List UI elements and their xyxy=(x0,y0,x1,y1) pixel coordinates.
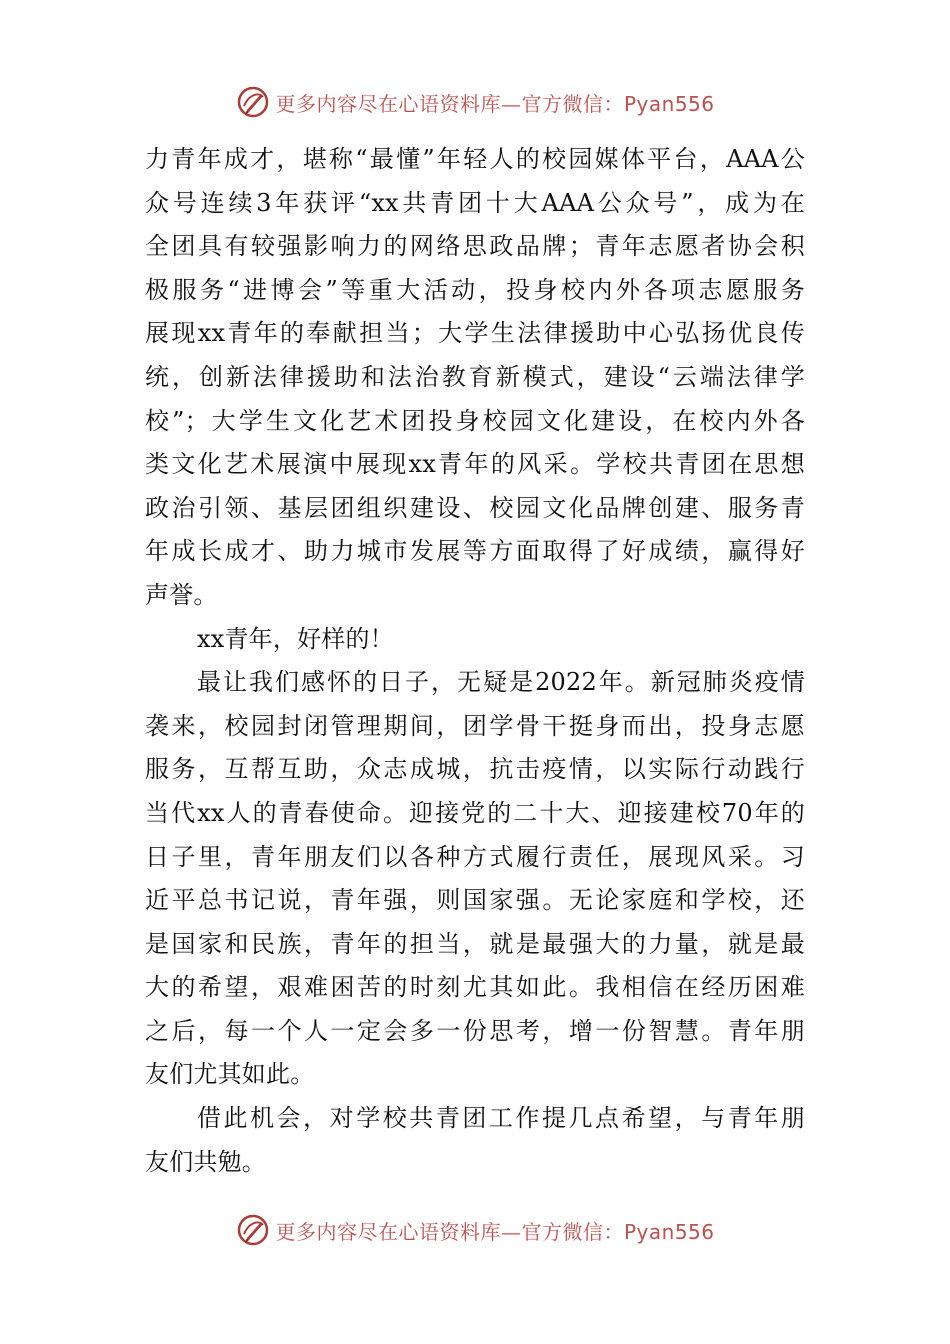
text-line: 大的希望，艰难困苦的时刻尤其如此。我相信在经历困难 xyxy=(145,973,805,1002)
text-line: 服务，互帮互助，众志成城，抗击疫情，以实际行动践行 xyxy=(145,755,805,784)
header-watermark-banner xyxy=(0,82,950,122)
paragraph xyxy=(145,138,805,618)
text-line: 年成长成才、助力城市发展等方面取得了好成绩，赢得好 xyxy=(145,537,805,566)
text-line: 最让我们感怀的日子，无疑是2022年。新冠肺炎疫情 xyxy=(197,668,805,697)
text-line: 近平总书记说，青年强，则国家强。无论家庭和学校，还 xyxy=(145,886,805,915)
pen-swirl-logo-icon xyxy=(235,1212,271,1248)
paragraph xyxy=(145,1097,805,1184)
text-line: 借此机会，对学校共青团工作提几点希望，与青年朋 xyxy=(197,1104,805,1133)
text-line: xx青年，好样的！ xyxy=(197,624,394,653)
text-line: 友们尤其如此。 xyxy=(145,1060,315,1089)
text-line: 声誉。 xyxy=(145,580,218,609)
text-line: 友们共勉。 xyxy=(145,1147,266,1176)
text-line: 是国家和民族，青年的担当，就是最强大的力量，就是最 xyxy=(145,929,805,958)
text-line: 之后，每一个人一定会多一份思考，增一份智慧。青年朋 xyxy=(145,1016,805,1045)
paragraph xyxy=(145,661,805,1097)
text-line: 类文化艺术展演中展现xx青年的风采。学校共青团在思想 xyxy=(145,450,805,479)
text-line: 力青年成才，堪称“最懂”年轻人的校园媒体平台，AAA公 xyxy=(145,145,805,173)
watermark-text: 更多内容尽在心语资料库—官方微信：Pyan556 xyxy=(275,91,715,116)
text-line: 政治引领、基层团组织建设、校园文化品牌创建、服务青 xyxy=(145,493,805,522)
text-line: 展现xx青年的奉献担当；大学生法律援助中心弘扬优良传 xyxy=(145,319,805,348)
text-line: 极服务“进博会”等重大活动，投身校内外各项志愿服务 xyxy=(145,275,805,304)
pen-swirl-logo-icon xyxy=(235,84,271,120)
text-line: 校”；大学生文化艺术团投身校园文化建设，在校内外各 xyxy=(145,406,805,435)
text-line: 当代xx人的青春使命。迎接党的二十大、迎接建校70年的 xyxy=(145,798,805,827)
document-body xyxy=(145,138,805,1184)
text-line: 统，创新法律援助和法治教育新模式，建设“云端法律学 xyxy=(145,362,805,391)
paragraph xyxy=(145,618,805,662)
text-line: 全团具有较强影响力的网络思政品牌；青年志愿者协会积 xyxy=(145,232,805,261)
footer-watermark-banner xyxy=(0,1210,950,1250)
text-line: 众号连续3年获评“xx共青团十大AAA公众号”，成为在 xyxy=(145,188,805,217)
watermark-text: 更多内容尽在心语资料库—官方微信：Pyan556 xyxy=(275,1219,715,1244)
text-line: 日子里，青年朋友们以各种方式履行责任，展现风采。习 xyxy=(145,842,805,871)
text-line: 袭来，校园封闭管理期间，团学骨干挺身而出，投身志愿 xyxy=(145,711,805,740)
